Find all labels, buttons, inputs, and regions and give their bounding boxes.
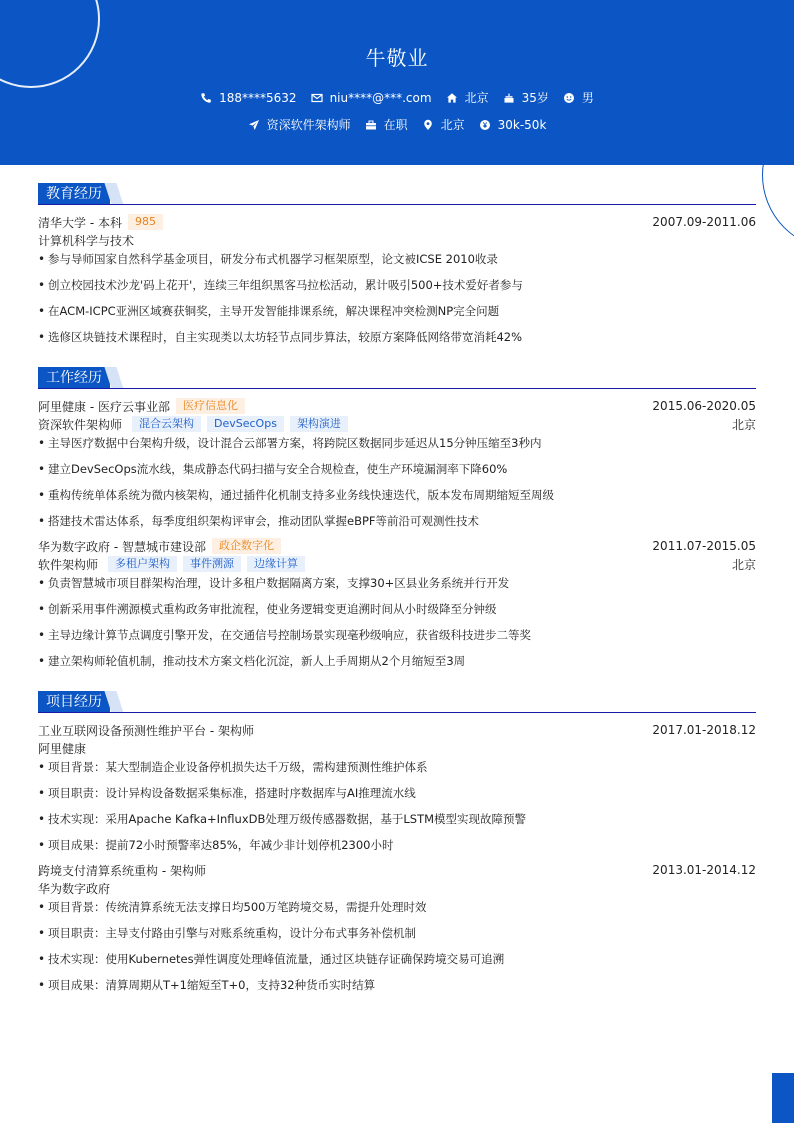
contact-row xyxy=(0,89,794,106)
section-divider xyxy=(38,388,756,389)
list-item: • 项目职责：设计异构设备数据采集标准，搭建时序数据库与AI推理流水线 xyxy=(38,786,416,800)
age-item xyxy=(503,89,549,106)
project-date: 2013.01-2014.12 xyxy=(652,863,756,877)
list-item: • 技术实现：采用Apache Kafka+InfluxDB处理万级传感器数据，基于LSTM模型实现故障预警 xyxy=(38,812,527,826)
list-item: • 建立DevSecOps流水线，集成静态代码扫描与安全合规检查，使生产环境漏洞率下降60% xyxy=(38,462,508,476)
job-date: 2011.07-2015.05 xyxy=(652,539,756,553)
school-degree: 清华大学 - 本科 xyxy=(38,215,122,230)
company: 阿里健康 - 医疗云事业部 xyxy=(38,399,170,414)
gender-text: 男 xyxy=(581,91,594,105)
project-org: 阿里健康 xyxy=(38,741,87,756)
list-item: • 创立校园技术沙龙'码上花开'，连续三年组织黑客马拉松活动，累计吸引500+技术爱好者参与 xyxy=(38,278,523,292)
list-item: • 项目职责：主导支付路由引擎与对账系统重构，设计分布式事务补偿机制 xyxy=(38,926,416,940)
education-entry-header xyxy=(38,213,756,231)
project-date: 2017.01-2018.12 xyxy=(652,723,756,737)
job-date: 2015.06-2020.05 xyxy=(652,399,756,413)
work-section xyxy=(38,367,756,677)
section-header xyxy=(38,367,756,389)
project-name: 跨境支付清算系统重构 - 架构师 xyxy=(38,863,206,878)
section-header xyxy=(38,183,756,205)
project-name: 工业互联网设备预测性维护平台 - 架构师 xyxy=(38,723,254,738)
major: 计算机科学与技术 xyxy=(38,233,135,248)
target-city-item xyxy=(422,116,465,133)
project-header xyxy=(38,721,756,739)
list-item: • 技术实现：使用Kubernetes弹性调度处理峰值流量，通过区块链存证确保跨境交易可追溯 xyxy=(38,952,505,966)
cake-icon xyxy=(503,92,515,104)
salary-icon xyxy=(479,119,491,131)
list-item: • 重构传统单体系统为微内核架构，通过插件化机制支持多业务线快速迭代，版本发布周期缩短至周级 xyxy=(38,488,554,502)
section-title: 工作经历 xyxy=(38,367,110,389)
job-role: 软件架构师 xyxy=(38,557,99,572)
job-role-row xyxy=(38,555,756,573)
home-icon xyxy=(446,92,458,104)
list-item: • 项目背景：某大型制造企业设备停机损失达千万级，需构建预测性维护体系 xyxy=(38,760,428,774)
section-divider xyxy=(38,204,756,205)
section-title: 教育经历 xyxy=(38,183,110,205)
job-role: 资深软件架构师 xyxy=(38,417,123,432)
project-org-row xyxy=(38,879,756,897)
list-item: • 负责智慧城市项目群架构治理，设计多租户数据隔离方案，支撑30+区县业务系统并行开发 xyxy=(38,576,510,590)
project-org: 华为数字政府 xyxy=(38,881,111,896)
list-item: • 主导医疗数据中台架构升级，设计混合云部署方案，将跨院区数据同步延迟从15分钟压缩至3秒内 xyxy=(38,436,542,450)
candidate-name: 牛敬业 xyxy=(365,46,429,70)
education-date: 2007.09-2011.06 xyxy=(652,215,756,229)
skill-tag: 事件溯源 xyxy=(183,556,241,572)
salary-item xyxy=(479,118,547,132)
list-item: • 建立架构师轮值机制，推动技术方案文档化沉淀，新人上手周期从2个月缩短至3周 xyxy=(38,654,466,668)
age-text: 35岁 xyxy=(521,91,549,105)
skill-tag: DevSecOps xyxy=(207,416,284,432)
section-title: 项目经历 xyxy=(38,691,110,713)
target-city-text: 北京 xyxy=(440,118,465,132)
project-org-row xyxy=(38,739,756,757)
industry-tag: 政企数字化 xyxy=(212,538,281,554)
job-intent-row xyxy=(0,116,794,133)
section-divider xyxy=(38,712,756,713)
target-role-text: 资深软件架构师 xyxy=(266,118,351,132)
salary-text: 30k-50k xyxy=(497,117,547,132)
list-item: • 项目背景：传统清算系统无法支撑日均500万笔跨境交易，需提升处理时效 xyxy=(38,900,427,914)
target-role-item xyxy=(248,116,351,133)
list-item: • 项目成果：提前72小时预警率达85%，年减少非计划停机2300小时 xyxy=(38,838,394,852)
project-header xyxy=(38,861,756,879)
email-item xyxy=(311,91,432,105)
phone-icon xyxy=(200,92,212,104)
list-item: • 在ACM-ICPC亚洲区域赛获铜奖，主导开发智能排课系统，解决课程冲突检测NP完全问题 xyxy=(38,304,500,318)
send-icon xyxy=(248,119,260,131)
job-city: 北京 xyxy=(731,417,756,432)
section-header xyxy=(38,691,756,713)
email-text: niu****@***.com xyxy=(329,90,432,105)
education-section xyxy=(38,183,756,353)
list-item: • 项目成果：清算周期从T+1缩短至T+0，支持32种货币实时结算 xyxy=(38,978,376,992)
job-role-row xyxy=(38,415,756,433)
job-header xyxy=(38,397,756,415)
list-item: • 创新采用事件溯源模式重构政务审批流程，使业务逻辑变更追溯时间从小时级降至分钟级 xyxy=(38,602,497,616)
education-major-row xyxy=(38,231,756,249)
phone-item xyxy=(200,91,296,105)
phone-text: 188****5632 xyxy=(219,90,297,105)
status-item xyxy=(365,116,408,133)
decorative-corner-block xyxy=(772,1073,794,1123)
resume-header xyxy=(0,0,794,165)
skill-tag: 多租户架构 xyxy=(108,556,177,572)
city-text: 北京 xyxy=(464,91,489,105)
list-item: • 选修区块链技术课程时，自主实现类以太坊轻节点同步算法，较原方案降低网络带宽消耗42% xyxy=(38,330,523,344)
company: 华为数字政府 - 智慧城市建设部 xyxy=(38,539,206,554)
school-tag: 985 xyxy=(128,214,163,230)
job-header xyxy=(38,537,756,555)
skill-tag: 混合云架构 xyxy=(132,416,201,432)
list-item: • 搭建技术雷达体系，每季度组织架构评审会，推动团队掌握eBPF等前沿可观测性技术 xyxy=(38,514,480,528)
location-pin-icon xyxy=(422,119,434,131)
projects-section xyxy=(38,691,756,1001)
job-city: 北京 xyxy=(731,557,756,572)
industry-tag: 医疗信息化 xyxy=(176,398,245,414)
list-item: • 主导边缘计算节点调度引擎开发，在交通信号控制场景实现毫秒级响应，获省级科技进步二等奖 xyxy=(38,628,531,642)
status-text: 在职 xyxy=(383,118,408,132)
gender-item xyxy=(563,89,594,106)
city-item xyxy=(446,89,489,106)
list-item: • 参与导师国家自然科学基金项目，研发分布式机器学习框架原型，论文被ICSE 2010收录 xyxy=(38,252,498,266)
skill-tag: 边缘计算 xyxy=(247,556,305,572)
mail-icon xyxy=(311,92,323,104)
gender-icon xyxy=(563,92,575,104)
briefcase-icon xyxy=(365,119,377,131)
skill-tag: 架构演进 xyxy=(290,416,348,432)
